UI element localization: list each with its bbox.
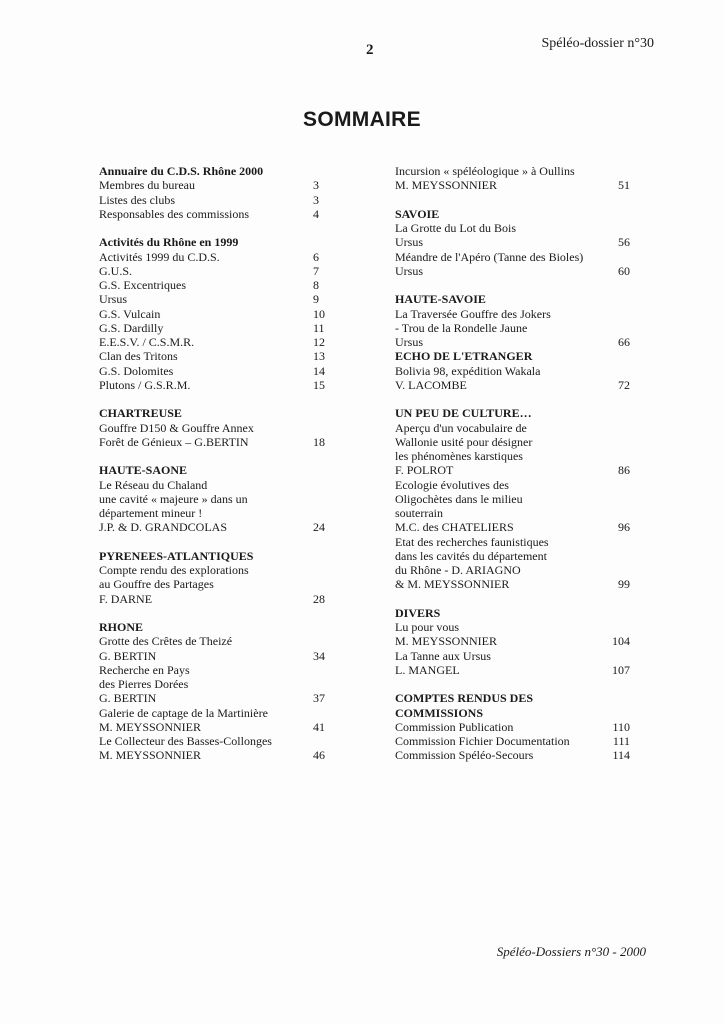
toc-entry-title: Commission Fichier Documentation <box>395 734 570 748</box>
spacer <box>395 193 630 207</box>
toc-entry <box>99 307 329 321</box>
toc-section-heading <box>99 549 329 563</box>
toc-entry-title: ECHO DE L'ETRANGER <box>395 349 533 364</box>
toc-entry-title: une cavité « majeure » dans un <box>99 491 248 506</box>
toc-entry <box>395 178 630 192</box>
toc-entry-title: PYRENEES-ATLANTIQUES <box>99 548 254 563</box>
toc-entry <box>395 235 630 249</box>
toc-entry <box>395 378 630 392</box>
toc-entry-title: & M. MEYSSONNIER <box>395 577 510 592</box>
toc-page-number: 46 <box>313 748 325 763</box>
toc-entry <box>99 207 329 221</box>
toc-page-number: 86 <box>618 463 630 478</box>
toc-entry-title: G.S. Dardilly <box>99 320 164 335</box>
toc-entry-title: SAVOIE <box>395 206 440 221</box>
toc-entry <box>99 634 329 648</box>
toc-entry <box>395 421 630 435</box>
toc-entry-title: UN PEU DE CULTURE… <box>395 406 532 421</box>
toc-entry <box>99 492 329 506</box>
toc-entry-title: Recherche en Pays <box>99 662 190 677</box>
toc-entry <box>99 663 329 677</box>
toc-page-number: 12 <box>313 335 325 349</box>
toc-page-number: 7 <box>313 263 319 278</box>
toc-entry <box>395 449 630 463</box>
toc-page-number: 37 <box>313 691 325 706</box>
toc-page-number: 14 <box>313 363 325 378</box>
toc-entry-title: M. MEYSSONNIER <box>395 634 498 649</box>
spacer <box>395 677 630 691</box>
toc-entry <box>99 577 329 591</box>
toc-entry-title: souterrain <box>395 506 443 520</box>
toc-page-number: 107 <box>612 662 630 677</box>
toc-entry <box>395 748 630 762</box>
spacer <box>395 278 630 292</box>
toc-entry-title: Activités 1999 du C.D.S. <box>99 249 220 264</box>
toc-entry <box>395 321 630 335</box>
toc-entry <box>395 663 630 677</box>
toc-entry <box>99 364 329 378</box>
toc-entry <box>395 221 630 235</box>
toc-entry-title: Commission Publication <box>395 719 514 734</box>
toc-entry-title: La Traversée Gouffre des Jokers <box>395 306 551 321</box>
toc-entry-title: RHONE <box>99 620 144 634</box>
toc-entry-title: Ecologie évolutives des <box>395 477 509 492</box>
toc-entry <box>395 734 630 748</box>
toc-entry-title: département mineur ! <box>99 506 203 520</box>
toc-entry-title: Etat des recherches faunistiques <box>395 534 549 549</box>
toc-entry-title: V. LACOMBE <box>395 377 467 392</box>
toc-entry <box>395 250 630 264</box>
toc-section-heading <box>395 606 630 620</box>
toc-entry-title: Gouffre D150 & Gouffre Annex <box>99 420 254 435</box>
toc-entry-title: COMMISSIONS <box>395 705 484 720</box>
toc-entry <box>99 264 329 278</box>
toc-entry-title: F. DARNE <box>99 591 153 606</box>
toc-entry <box>99 178 329 192</box>
toc-entry <box>99 592 329 606</box>
toc-entry-title: les phénomènes karstiques <box>395 449 523 463</box>
toc-entry-title: Commission Spéléo-Secours <box>395 748 534 763</box>
toc-entry-title: Clan des Tritons <box>99 349 178 364</box>
toc-entry <box>395 364 630 378</box>
toc-section-heading <box>99 235 329 249</box>
toc-section-heading <box>99 620 329 634</box>
toc-page-number: 15 <box>313 377 325 392</box>
toc-page-number: 3 <box>313 192 319 207</box>
toc-entry <box>395 435 630 449</box>
toc-page-number: 110 <box>612 719 630 734</box>
spacer <box>395 392 630 406</box>
toc-entry-title: Ursus <box>99 292 128 307</box>
toc-entry <box>395 549 630 563</box>
toc-entry <box>395 463 630 477</box>
toc-entry-title: des Pierres Dorées <box>99 677 189 691</box>
toc-page-number: 13 <box>313 349 325 364</box>
toc-entry <box>99 250 329 264</box>
toc-page-number: 10 <box>313 306 325 321</box>
toc-page-number: 56 <box>618 235 630 250</box>
toc-entry-title: HAUTE-SAVOIE <box>395 292 486 307</box>
toc-right-column <box>395 164 630 763</box>
toc-entry-title: Forêt de Génieux – G.BERTIN <box>99 434 249 449</box>
toc-entry-title: M. MEYSSONNIER <box>99 748 202 763</box>
toc-entry <box>99 506 329 520</box>
toc-entry-title: au Gouffre des Partages <box>99 577 214 592</box>
toc-page-number: 18 <box>313 434 325 449</box>
toc-section-heading <box>395 406 630 420</box>
toc-entry <box>99 677 329 691</box>
toc-entry <box>395 478 630 492</box>
toc-entry <box>99 563 329 577</box>
toc-entry-title: M. MEYSSONNIER <box>99 719 202 734</box>
toc-section-heading <box>395 691 630 705</box>
spacer <box>99 449 329 463</box>
toc-entry <box>99 520 329 534</box>
toc-entry-title: Ursus <box>395 335 424 349</box>
toc-entry-title: Annuaire du C.D.S. Rhône 2000 <box>99 164 264 178</box>
toc-entry <box>395 492 630 506</box>
toc-entry-title: DIVERS <box>395 605 441 620</box>
toc-section-heading <box>395 706 630 720</box>
toc-entry-title: Aperçu d'un vocabulaire de <box>395 420 527 435</box>
toc-section-heading <box>99 463 329 477</box>
toc-entry <box>99 649 329 663</box>
toc-entry-title: M. MEYSSONNIER <box>395 178 498 193</box>
spacer <box>395 592 630 606</box>
toc-entry-title: du Rhône - D. ARIAGNO <box>395 563 521 577</box>
toc-entry <box>395 335 630 349</box>
toc-entry <box>395 506 630 520</box>
toc-entry <box>395 164 630 178</box>
toc-entry <box>99 720 329 734</box>
toc-page-number: 72 <box>618 377 630 392</box>
page-footer: Spéléo-Dossiers n°30 - 2000 <box>496 944 646 959</box>
toc-section-heading <box>99 406 329 420</box>
page-number: 2 <box>366 42 374 58</box>
toc-entry <box>395 577 630 591</box>
toc-entry <box>99 335 329 349</box>
toc-entry <box>99 292 329 306</box>
toc-entry <box>99 193 329 207</box>
toc-entry-title: CHARTREUSE <box>99 406 182 421</box>
toc-entry-title: M.C. des CHATELIERS <box>395 520 514 535</box>
spacer <box>99 221 329 235</box>
toc-page-number: 4 <box>313 206 319 221</box>
toc-entry <box>99 321 329 335</box>
toc-section-heading <box>395 349 630 363</box>
toc-entry-title: Bolivia 98, expédition Wakala <box>395 363 541 378</box>
toc-entry-title: G. BERTIN <box>99 691 157 706</box>
toc-entry <box>395 620 630 634</box>
toc-entry-title: G.S. Dolomites <box>99 363 174 378</box>
toc-entry-title: Oligochètes dans le milieu <box>395 491 523 506</box>
toc-entry-title: La Tanne aux Ursus <box>395 648 491 663</box>
toc-entry-title: Le Collecteur des Basses-Collonges <box>99 734 272 748</box>
toc-entry <box>395 720 630 734</box>
toc-entry-title: Compte rendu des explorations <box>99 563 249 577</box>
toc-entry <box>99 378 329 392</box>
toc-section-heading <box>99 164 329 178</box>
toc-entry-title: G.S. Excentriques <box>99 278 186 292</box>
toc-page-number: 24 <box>313 520 325 535</box>
toc-entry <box>395 307 630 321</box>
toc-entry-title: - Trou de la Rondelle Jaune <box>395 320 528 335</box>
toc-entry <box>99 478 329 492</box>
toc-entry-title: G.S. Vulcain <box>99 306 161 321</box>
toc-entry-title: Lu pour vous <box>395 620 459 634</box>
toc-page-number: 60 <box>618 263 630 278</box>
toc-entry <box>99 734 329 748</box>
toc-page-number: 96 <box>618 520 630 535</box>
toc-entry-title: G. BERTIN <box>99 648 157 663</box>
toc-entry-title: Activités du Rhône en 1999 <box>99 235 239 250</box>
toc-entry <box>99 435 329 449</box>
toc-entry-title: Wallonie usité pour désigner <box>395 434 533 449</box>
toc-page-number: 99 <box>618 577 630 592</box>
toc-entry-title: HAUTE-SAONE <box>99 463 188 478</box>
toc-entry-title: Méandre de l'Apéro (Tanne des Bioles) <box>395 249 584 264</box>
toc-entry-title: Ursus <box>395 235 424 250</box>
toc-entry-title: Listes des clubs <box>99 192 175 207</box>
spacer <box>99 606 329 620</box>
toc-entry-title: Le Réseau du Chaland <box>99 477 208 492</box>
toc-entry <box>395 535 630 549</box>
toc-page-number: 6 <box>313 249 319 264</box>
toc-page-number: 41 <box>313 719 325 734</box>
toc-page-number: 8 <box>313 278 319 292</box>
spacer <box>99 392 329 406</box>
spacer <box>99 535 329 549</box>
toc-entry-title: F. POLROT <box>395 463 454 478</box>
toc-entry-title: Responsables des commissions <box>99 206 249 221</box>
toc-section-heading <box>395 292 630 306</box>
toc-page-number: 104 <box>612 634 630 649</box>
toc-entry <box>395 634 630 648</box>
toc-entry-title: L. MANGEL <box>395 662 460 677</box>
toc-page-number: 111 <box>612 734 630 748</box>
toc-entry-title: J.P. & D. GRANDCOLAS <box>99 520 228 535</box>
toc-entry-title: Incursion « spéléologique » à Oullins <box>395 164 575 178</box>
toc-page-number: 66 <box>618 335 630 349</box>
toc-entry <box>395 520 630 534</box>
toc-entry <box>395 264 630 278</box>
toc-entry-title: Membres du bureau <box>99 178 195 193</box>
page-title: SOMMAIRE <box>303 108 421 131</box>
toc-entry <box>99 691 329 705</box>
toc-entry <box>99 748 329 762</box>
toc-page-number: 51 <box>618 178 630 193</box>
toc-entry-title: COMPTES RENDUS DES <box>395 691 534 706</box>
toc-page-number: 9 <box>313 292 319 307</box>
toc-page-number: 11 <box>313 320 325 335</box>
toc-entry <box>99 706 329 720</box>
toc-entry <box>395 649 630 663</box>
publication-header: Spéléo-dossier n°30 <box>541 36 654 51</box>
toc-page-number: 114 <box>612 748 630 763</box>
toc-entry-title: E.E.S.V. / C.S.M.R. <box>99 335 195 349</box>
toc-entry <box>395 563 630 577</box>
toc-entry-title: Grotte des Crêtes de Theizé <box>99 634 233 649</box>
toc-page-number: 3 <box>313 178 319 193</box>
toc-entry-title: Ursus <box>395 263 424 278</box>
toc-entry <box>99 421 329 435</box>
toc-entry-title: G.U.S. <box>99 263 133 278</box>
toc-entry-title: dans les cavités du département <box>395 548 547 563</box>
toc-page-number: 34 <box>313 648 325 663</box>
toc-entry <box>99 278 329 292</box>
toc-entry-title: La Grotte du Lot du Bois <box>395 221 516 235</box>
toc-entry-title: Plutons / G.S.R.M. <box>99 377 191 392</box>
toc-section-heading <box>395 207 630 221</box>
toc-left-column <box>99 164 329 763</box>
toc-entry-title: Galerie de captage de la Martinière <box>99 705 268 720</box>
toc-page-number: 28 <box>313 591 325 606</box>
toc-entry <box>99 349 329 363</box>
